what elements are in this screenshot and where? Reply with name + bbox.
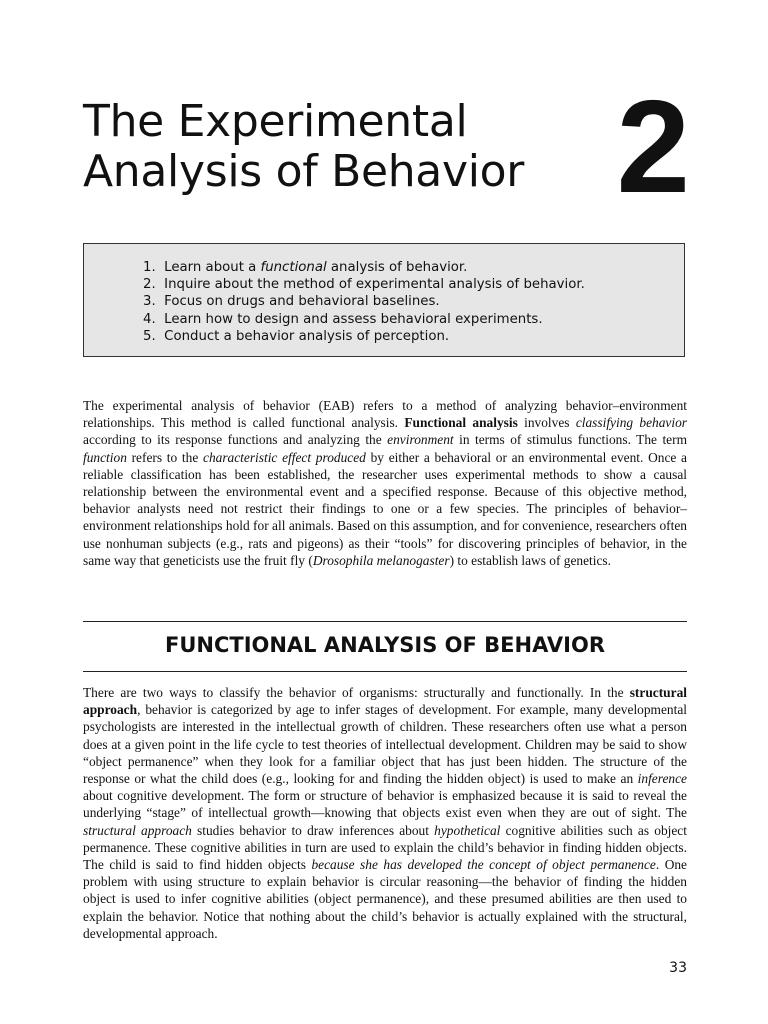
objective-text: Conduct a behavior analysis of perception.: [164, 328, 450, 344]
objective-item: [142, 293, 684, 310]
objective-number: 4.: [143, 311, 156, 327]
objective-text: Learn about a: [164, 260, 261, 275]
intro-paragraph: The experimental analysis of behavior (EAB) refers to a method of analyzing behavior–environment relationships. This method is called functional analysis. Functional analysis involves classifying behavior according to its response functions and analyzing the environment in terms of stimulus functions. The term function refers to the characteristic effect produced by either a behavioral or an environmental event. Once a reliable classification has been established, the researcher uses experimental methods to show a causal relationship between the environmental event and a specified response. Because of this objective method, behavior analysts need not restrict their findings to one or a few species. The principles of behavior–environment relationships hold for all animals. Based on this assumption, and for convenience, researchers often use nonhuman subjects (e.g., rats and pigeons) as their “tools” for discovering principles of behavior, in the same way that geneticists use the fruit fly (Drosophila melanogaster) to establish laws of genetics.: [83, 398, 687, 568]
objective-number: 2.: [143, 277, 156, 293]
section-heading: FUNCTIONAL ANALYSIS OF BEHAVIOR: [164, 633, 605, 657]
learning-objectives-box: [83, 243, 685, 357]
section-rule-bottom: [83, 671, 687, 672]
body-paragraph: There are two ways to classify the behavior of organisms: structurally and functionally. In the structural approach, behavior is categorized by age to infer stages of development. For example, many developmental psychologists are interested in the intellectual growth of children. These researchers often use what a person does at a given point in the life cycle to test theories of intellectual development. Children may be said to show “object permanence” when they look for a familiar object that has just been hidden. The structure of the response or what the child does (e.g., looking for and finding the hidden object) is used to make an inference about cognitive development. The form or structure of behavior is emphasized because it is said to reveal the underlying “stage” of intellectual growth—knowing that objects exist even when they are out of sight. The structural approach studies behavior to draw inferences about hypothetical cognitive abilities such as object permanence. These cognitive abilities in turn are used to explain the child’s behavior in finding hidden objects. The child is said to find hidden objects because she has developed the concept of object permanence. One problem with using structure to explain behavior is circular reasoning—the behavior of finding the hidden object is used to infer cognitive abilities (object permanence), and these presumed abilities are then used to explain the behavior. Notice that nothing about the child’s behavior is actually explained with the structural, developmental approach.: [83, 685, 687, 941]
objective-item: [142, 259, 684, 276]
page-number: 33: [669, 960, 687, 976]
objective-text: Inquire about the method of experimental analysis of behavior.: [164, 277, 585, 293]
objective-number: 3.: [143, 294, 156, 310]
objective-text: analysis of behavior.: [326, 260, 468, 275]
section-rule-top: [83, 621, 687, 622]
objectives-list: [84, 244, 684, 345]
objective-item: [142, 328, 684, 345]
objective-number: 5.: [143, 328, 156, 344]
objective-item: [142, 311, 684, 328]
objective-text: Learn how to design and assess behavioral experiments.: [164, 311, 543, 327]
objective-item: [142, 276, 684, 293]
chapter-title-line-1: The Experimental: [83, 96, 468, 147]
chapter-number: 2: [616, 73, 690, 220]
objective-text: Focus on drugs and behavioral baselines.: [164, 294, 440, 310]
chapter-title-line-2: Analysis of Behavior: [83, 146, 525, 197]
chapter-title: [83, 97, 524, 197]
objective-number: 1.: [143, 260, 156, 275]
objective-emphasis: functional: [260, 260, 327, 275]
